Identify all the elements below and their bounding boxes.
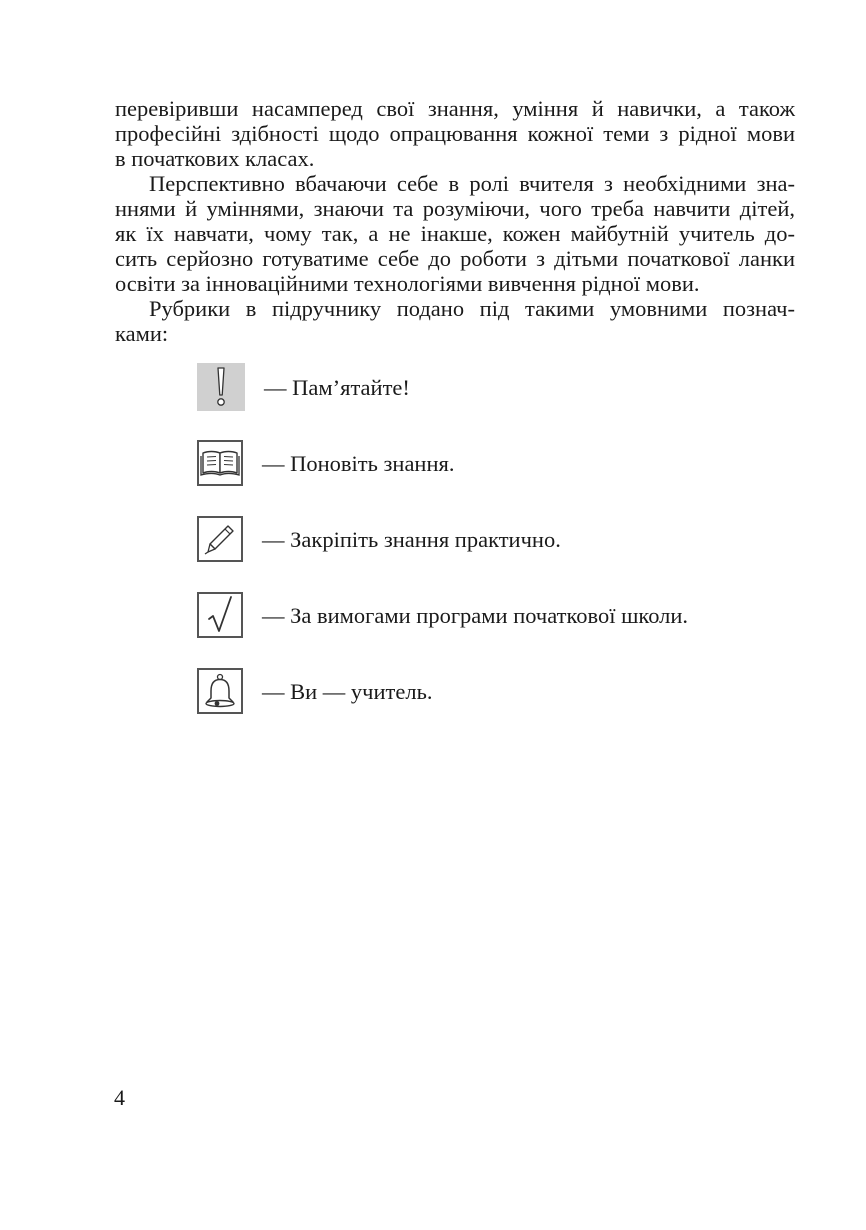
rubric-legend	[197, 362, 688, 742]
legend-item-practice	[197, 514, 688, 564]
legend-label: — Закріпіть знання практично.	[262, 526, 561, 552]
checkmark-icon	[197, 592, 243, 638]
text-line: освіти за інноваційними технологіями вивчення рідної мови.	[115, 271, 700, 296]
text-line: ннями й уміннями, знаючи та розуміючи, чого треба навчити дітей,	[115, 196, 795, 221]
legend-item-remember	[197, 362, 688, 412]
legend-item-teacher	[197, 666, 688, 716]
legend-label: — Поновіть знання.	[262, 450, 455, 476]
text-line: перевіривши насамперед свої знання, уміння й навички, а також	[115, 96, 795, 121]
paragraph-2	[115, 171, 795, 296]
legend-item-program	[197, 590, 688, 640]
exclamation-icon	[197, 363, 245, 411]
paragraph-3	[115, 296, 795, 346]
book-icon	[197, 440, 243, 486]
text-line: як їх навчати, чому так, а не інакше, кожен майбутній учитель до-	[115, 221, 795, 246]
page-body	[115, 96, 795, 346]
text-line: сить серйозно готуватиме себе до роботи з дітьми початкової ланки	[115, 246, 795, 271]
text-line: Рубрики в підручнику подано під такими умовними познач-	[149, 296, 795, 321]
page-number: 4	[114, 1085, 125, 1110]
paragraph-1	[115, 96, 795, 171]
legend-label: — Пам’ятайте!	[264, 374, 410, 400]
text-line: Перспективно вбачаючи себе в ролі вчителя з необхідними зна-	[149, 171, 795, 196]
bell-icon	[197, 668, 243, 714]
text-line: в початкових класах.	[115, 146, 315, 171]
legend-label: — За вимогами програми початкової школи.	[262, 602, 689, 628]
legend-label: — Ви — учитель.	[262, 678, 433, 704]
pen-icon	[197, 516, 243, 562]
text-line: ками:	[115, 321, 169, 346]
text-line: професійні здібності щодо опрацювання кожної теми з рідної мови	[115, 121, 795, 146]
legend-item-review	[197, 438, 688, 488]
